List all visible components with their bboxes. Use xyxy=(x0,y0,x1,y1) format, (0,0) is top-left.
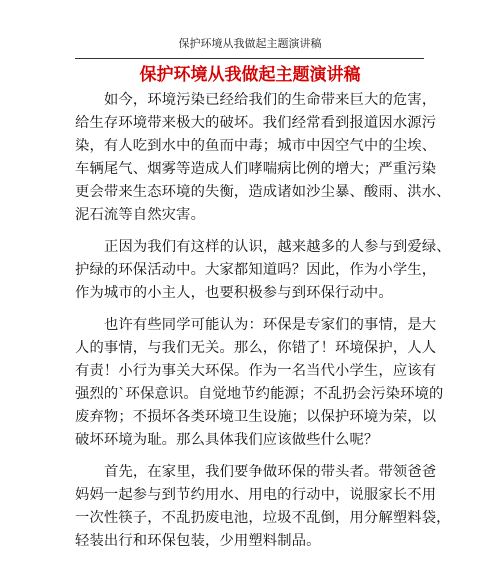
text-line: 车辆尾气、烟雾等造成人们哮喘病比例的增大；严重污染 xyxy=(75,161,437,177)
header-divider xyxy=(75,58,424,59)
paragraph-4 xyxy=(75,461,451,553)
paragraph-3 xyxy=(75,314,444,452)
document-body xyxy=(75,89,451,562)
text-line: 妈妈一起参与到节约用水、用电的行动中，说服家长不用 xyxy=(75,487,437,503)
text-line: 泥石流等自然灾害。 xyxy=(75,207,206,223)
running-header: 保护环境从我做起主题演讲稿 xyxy=(178,37,322,50)
document-title: 保护环境从我做起主题演讲稿 xyxy=(139,65,361,85)
text-line: 给生存环境带来极大的破坏。我们经常看到报道因水源污 xyxy=(75,115,437,131)
text-line: 染，有人吃到水中的鱼而中毒；城市中因空气中的尘埃、 xyxy=(75,138,437,154)
text-line: 有责！小行为事关大环保。作为一名当代小学生，应该有 xyxy=(75,363,437,379)
text-line: 如今，环境污染已经给我们的生命带来巨大的危害， xyxy=(104,92,437,108)
text-line: 强烈的`环保意识。自觉地节约能源；不乱扔会污染环境的 xyxy=(75,386,444,402)
paragraph-1 xyxy=(75,89,451,227)
text-line: 轻装出行和环保包装，少用塑料制品。 xyxy=(75,533,321,549)
text-line: 人的事情，与我们无关。那么，你错了！环境保护，人人 xyxy=(75,340,437,356)
text-line: 废弃物；不损坏各类环境卫生设施；以保护环境为荣，以 xyxy=(75,409,437,425)
text-line: 也许有些同学可能认为：环保是专家们的事情，是大 xyxy=(104,317,437,333)
text-line: 护绿的环保活动中。大家都知道吗？因此，作为小学生， xyxy=(75,262,437,278)
text-line: 首先，在家里，我们要争做环保的带头者。带领爸爸 xyxy=(104,464,437,480)
text-line: 破坏环境为耻。那么具体我们应该做些什么呢？ xyxy=(75,432,379,448)
text-line: 正因为我们有这样的认识，越来越多的人参与到爱绿、 xyxy=(104,239,451,255)
paragraph-2 xyxy=(75,236,451,305)
text-line: 一次性筷子，不乱扔废电池，垃圾不乱倒，用分解塑料袋， xyxy=(75,510,451,526)
text-line: 作为城市的小主人，也要积极参与到环保行动中。 xyxy=(75,285,393,301)
text-line: 更会带来生态环境的失衡，造成诸如沙尘暴、酸雨、洪水、 xyxy=(75,184,451,200)
